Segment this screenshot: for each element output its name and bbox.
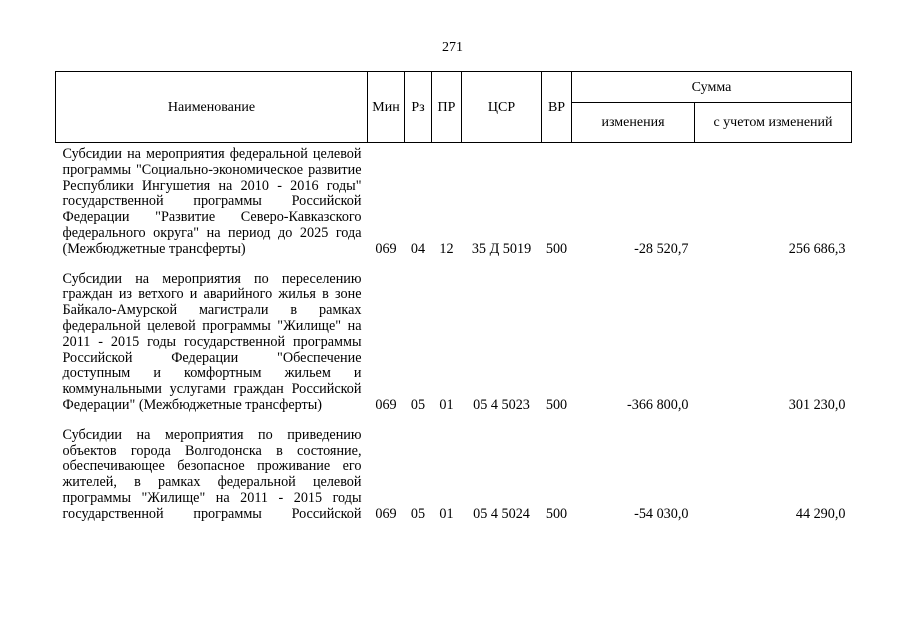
header-csr: ЦСР	[462, 72, 542, 143]
header-min: Мин	[368, 72, 405, 143]
row-total: 256 686,3	[788, 240, 846, 257]
header-vr: ВР	[542, 72, 572, 143]
table-row	[56, 265, 852, 421]
row-rz: 05	[410, 505, 426, 522]
row-vr: 500	[545, 396, 568, 413]
row-name: Субсидии на мероприятия федеральной целевой программы "Социально-экономическое развитие Республики Ингушетия на 2010 - 2016 годы" государственной программы Российской Федерации "Развитие Северо-Кавказского федерального округа" на период до 2025 года (Межбюджетные трансферты)	[62, 146, 362, 257]
row-csr: 05 4 5023	[473, 396, 530, 413]
table-header	[56, 72, 852, 143]
row-change: -366 800,0	[627, 396, 689, 413]
table-row	[56, 421, 852, 530]
row-min: 069	[375, 396, 397, 413]
row-total: 301 230,0	[788, 396, 846, 413]
row-total: 44 290,0	[795, 505, 846, 522]
header-sum: Сумма	[572, 72, 852, 103]
header-changes: изменения	[572, 103, 695, 143]
header-name: Наименование	[56, 72, 368, 143]
row-pr: 01	[439, 505, 454, 522]
row-pr: 01	[439, 396, 454, 413]
row-vr: 500	[545, 240, 568, 257]
row-rz: 05	[410, 396, 426, 413]
row-csr: 05 4 5024	[473, 505, 530, 522]
page-number: 271	[442, 40, 463, 55]
row-rz: 04	[410, 240, 426, 257]
row-min: 069	[375, 505, 397, 522]
budget-table	[55, 71, 852, 530]
row-name: Субсидии на мероприятия по переселению граждан из ветхого и аварийного жилья в зоне Байкало-Амурской магистрали в рамках федеральной целевой программы "Жилище" на 2011 - 2015 годы государственной программы Российской Федерации "Обеспечение доступным и комфортным жильем и коммунальными услугами граждан Российской Федерации" (Межбюджетные трансферты)	[62, 270, 362, 413]
row-pr: 12	[439, 240, 454, 257]
header-with-changes: с учетом изменений	[695, 103, 852, 143]
row-change: -54 030,0	[634, 505, 689, 522]
row-vr: 500	[545, 505, 568, 522]
row-csr: 35 Д 5019	[471, 240, 532, 257]
table-row	[56, 143, 852, 265]
row-name: Субсидии на мероприятия по приведению объектов города Волгодонска в состояние, обеспечивающее безопасное проживание его жителей, в рамках федеральной целевой программы "Жилище" на 2011 - 2015 годы государственной программы Российской	[62, 426, 362, 522]
row-change: -28 520,7	[634, 240, 689, 257]
header-rz: Рз	[405, 72, 432, 143]
row-min: 069	[375, 240, 397, 257]
header-pr: ПР	[432, 72, 462, 143]
